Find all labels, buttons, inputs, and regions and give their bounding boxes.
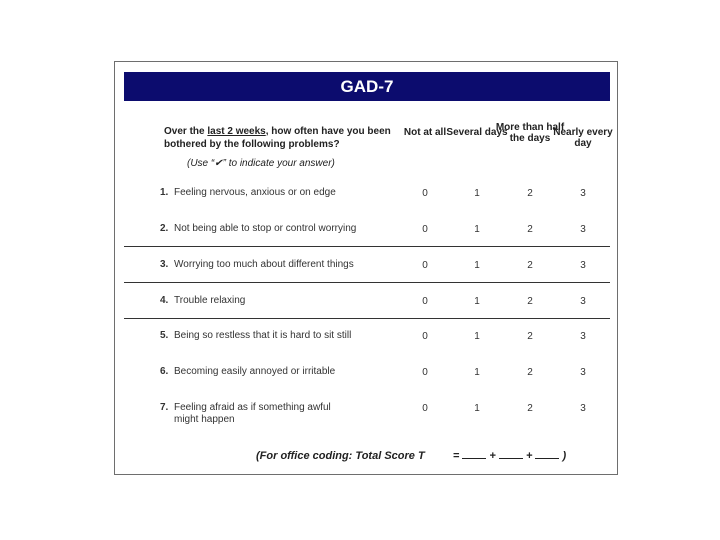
item-text: Being so restless that it is hard to sit still — [174, 330, 352, 341]
score-blank-3[interactable] — [535, 449, 559, 459]
item-row — [160, 402, 410, 426]
item-text: Becoming easily annoyed or irritable — [174, 366, 336, 377]
option-1[interactable]: 1 — [474, 224, 480, 235]
score-blank-2[interactable] — [499, 449, 523, 459]
option-2[interactable]: 2 — [527, 260, 533, 271]
option-0[interactable]: 0 — [422, 260, 428, 271]
item-row — [160, 295, 410, 307]
item-row — [160, 259, 410, 271]
plus-sign: + — [525, 450, 533, 462]
office-coding-label: (For office coding: Total Score T — [256, 450, 425, 462]
option-0[interactable]: 0 — [422, 224, 428, 235]
item-number: 1. — [160, 187, 169, 198]
item-text: Trouble relaxing — [174, 295, 246, 306]
item-row — [160, 330, 410, 342]
item-text: Worrying too much about different things — [174, 259, 354, 270]
item-number: 4. — [160, 295, 169, 306]
column-header-several-days: Several days — [446, 127, 508, 138]
option-2[interactable]: 2 — [527, 224, 533, 235]
option-0[interactable]: 0 — [422, 296, 428, 307]
question-pre: Over the — [164, 126, 208, 137]
option-3[interactable]: 3 — [580, 188, 586, 199]
form-title: GAD-7 — [124, 72, 610, 101]
option-3[interactable]: 3 — [580, 296, 586, 307]
option-3[interactable]: 3 — [580, 331, 586, 342]
divider — [124, 282, 610, 283]
option-1[interactable]: 1 — [474, 403, 480, 414]
item-number: 3. — [160, 259, 169, 270]
office-coding-line — [256, 449, 566, 462]
option-3[interactable]: 3 — [580, 224, 586, 235]
column-header-not-at-all: Not at all — [403, 127, 447, 138]
option-1[interactable]: 1 — [474, 260, 480, 271]
question-underlined: last 2 weeks — [207, 126, 266, 137]
option-0[interactable]: 0 — [422, 367, 428, 378]
option-1[interactable]: 1 — [474, 367, 480, 378]
divider — [124, 246, 610, 247]
item-row — [160, 223, 410, 235]
option-1[interactable]: 1 — [474, 331, 480, 342]
option-0[interactable]: 0 — [422, 403, 428, 414]
column-header-more-than-half: More than half the days — [495, 122, 565, 144]
plus-sign: + — [489, 450, 496, 462]
item-text: Not being able to stop or control worrying — [174, 223, 357, 234]
option-1[interactable]: 1 — [474, 296, 480, 307]
option-0[interactable]: 0 — [422, 331, 428, 342]
item-row — [160, 366, 410, 378]
instruction-text: (Use “✔” to indicate your answer) — [187, 158, 335, 169]
column-header-nearly-every-day: Nearly every day — [553, 127, 613, 149]
option-2[interactable]: 2 — [527, 296, 533, 307]
item-text-line-2: might happen — [174, 414, 235, 425]
item-number: 7. — [160, 402, 169, 413]
option-0[interactable]: 0 — [422, 188, 428, 199]
option-3[interactable]: 3 — [580, 260, 586, 271]
option-2[interactable]: 2 — [527, 331, 533, 342]
item-row — [160, 187, 410, 199]
item-text: Feeling nervous, anxious or on edge — [174, 187, 336, 198]
item-number: 6. — [160, 366, 169, 377]
option-2[interactable]: 2 — [527, 188, 533, 199]
item-number: 2. — [160, 223, 169, 234]
close-paren: ) — [562, 450, 567, 462]
question-text — [164, 125, 404, 151]
option-3[interactable]: 3 — [580, 403, 586, 414]
option-1[interactable]: 1 — [474, 188, 480, 199]
question-post: , how often have you been bothered by the following problems? — [164, 126, 391, 150]
score-blank-1[interactable] — [462, 449, 486, 459]
option-2[interactable]: 2 — [527, 403, 533, 414]
equals-sign: = — [452, 450, 460, 462]
option-3[interactable]: 3 — [580, 367, 586, 378]
item-text: Feeling afraid as if something awful — [174, 402, 331, 413]
item-number: 5. — [160, 330, 169, 341]
divider — [124, 318, 610, 319]
option-2[interactable]: 2 — [527, 367, 533, 378]
